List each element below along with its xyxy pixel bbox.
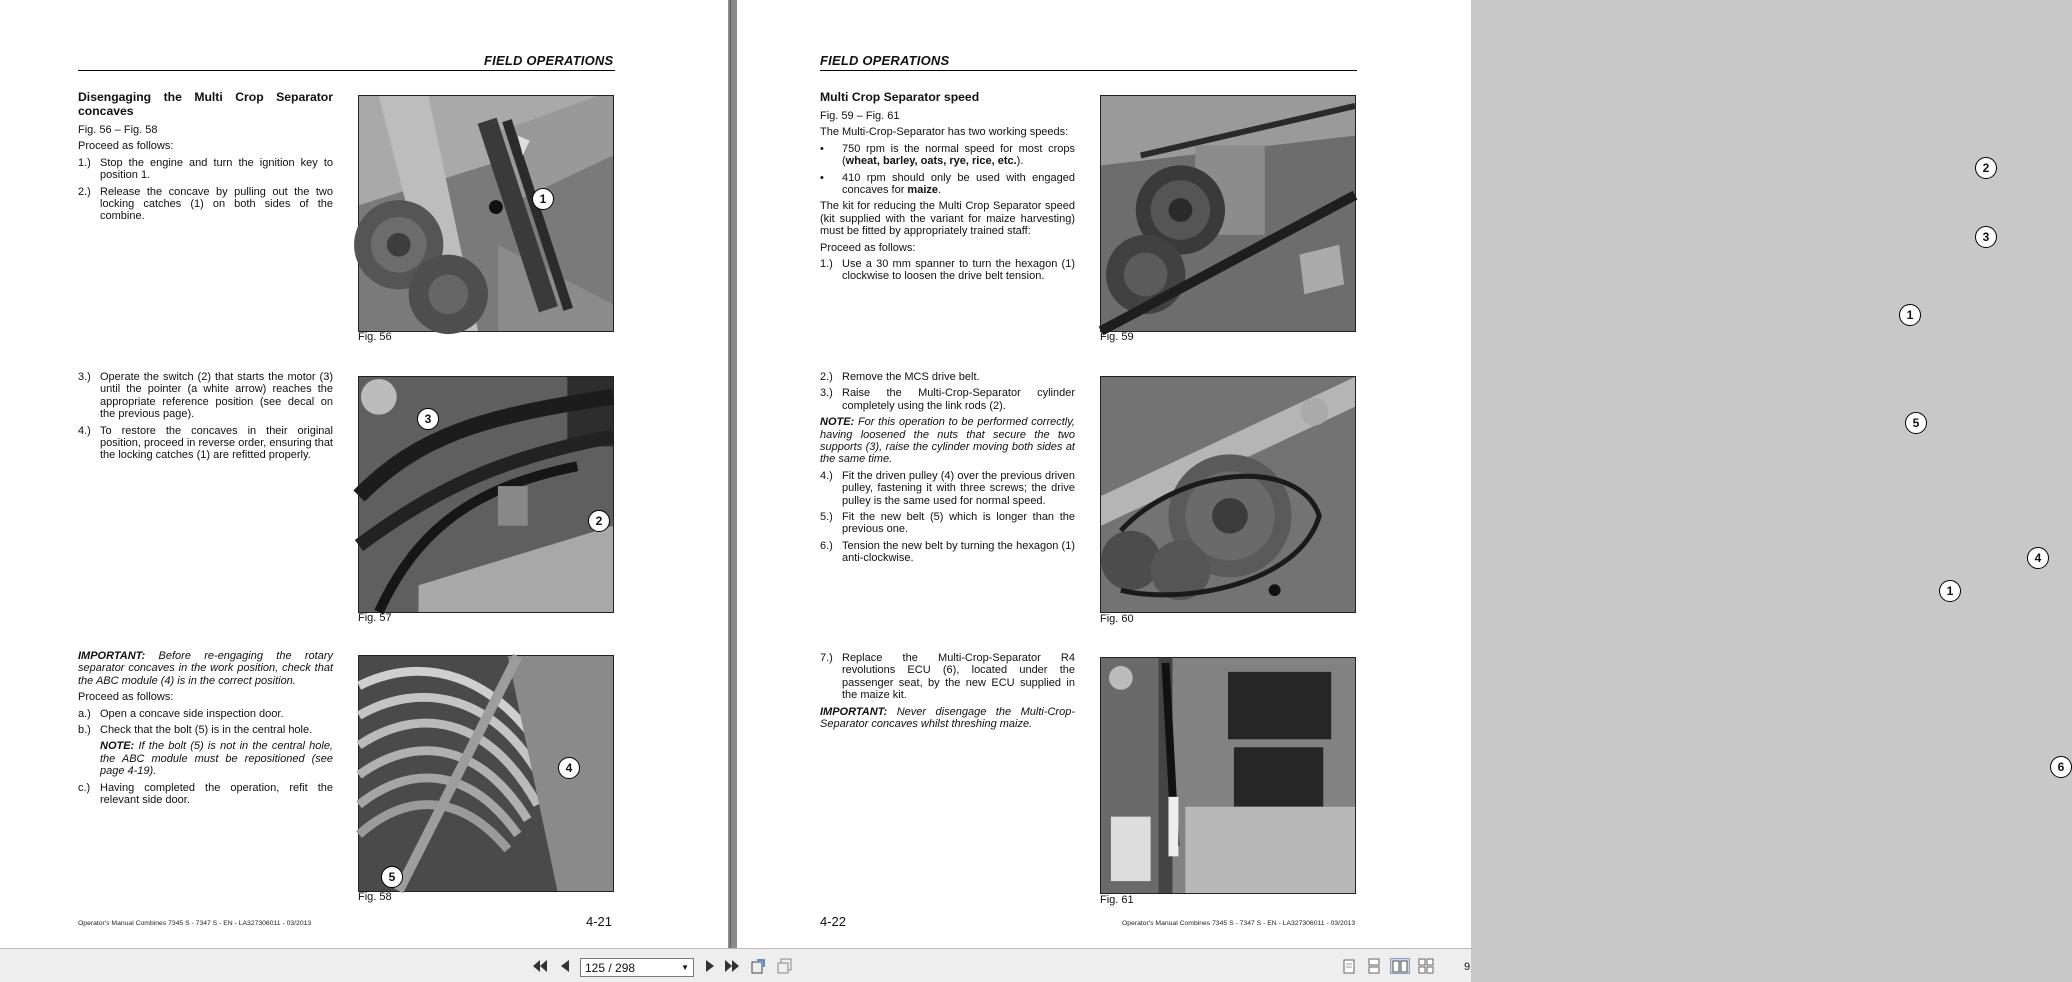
- page-header: FIELD OPERATIONS: [484, 53, 614, 68]
- figure-61-photo: [1100, 657, 1356, 894]
- footer-text: Operator's Manual Combines 7345 S - 7347 S - EN - LA327306011 - 03/2013: [78, 920, 312, 927]
- zoom-value[interactable]: 9: [1464, 961, 1471, 973]
- page-gutter: [728, 0, 737, 948]
- footer-text: Operator's Manual Combines 7345 S - 7347 S - EN - LA327306011 - 03/2013: [1122, 920, 1356, 927]
- callout-1: 1: [1899, 304, 1921, 326]
- section-motor: [78, 371, 333, 466]
- step-item: 1.) Stop the engine and turn the ignition key to position 1.: [78, 156, 333, 182]
- callout-3: 3: [1975, 226, 1997, 248]
- step-item: 2.) Release the concave by pulling out the two locking catches (1) on both sides of the combine.: [78, 185, 333, 223]
- step-item: 1.) Use a 30 mm spanner to turn the hexagon (1) clockwise to loosen the drive belt tension.: [820, 258, 1075, 283]
- single-page-icon[interactable]: [1341, 958, 1357, 974]
- rotate-icon[interactable]: [751, 958, 767, 974]
- section-title: Disengaging the Multi Crop Separator concaves: [78, 90, 333, 118]
- page-number-input[interactable]: 125 / 298 ▼: [580, 958, 694, 977]
- section-mcs-speed: [820, 90, 1075, 287]
- callout-4: 4: [558, 757, 580, 779]
- section-disengaging: [78, 90, 333, 227]
- header-rule: [78, 70, 615, 71]
- viewer-toolbar: [0, 948, 1471, 982]
- intro-text: The Multi-Crop-Separator has two working speeds:: [820, 126, 1069, 139]
- two-page-continuous-icon[interactable]: [1418, 958, 1434, 974]
- proceed-text: Proceed as follows:: [820, 241, 916, 254]
- fig-reference: Fig. 59 – Fig. 61: [820, 110, 900, 122]
- page-number: 4-22: [820, 914, 847, 929]
- step-item: 5.) Fit the new belt (5) which is longer than the previous one.: [820, 511, 1075, 536]
- figure-caption: Fig. 61: [1100, 894, 1134, 906]
- figure-caption: Fig. 58: [358, 891, 392, 903]
- figure-caption: Fig. 59: [1100, 331, 1134, 343]
- step-item: 3.) Raise the Multi-Crop-Separator cylinder completely using the link rods (2).: [820, 387, 1075, 412]
- callout-1: 1: [1939, 580, 1961, 602]
- step-item: 6.) Tension the new belt by turning the hexagon (1) anti-clockwise.: [820, 539, 1075, 565]
- section-important: [78, 650, 333, 810]
- callout-5: 5: [381, 866, 403, 888]
- intro-text: Proceed as follows:: [78, 691, 174, 704]
- callout-2: 2: [1975, 157, 1997, 179]
- last-page-icon[interactable]: [724, 958, 740, 974]
- intro-text: Proceed as follows:: [78, 140, 174, 153]
- bullet-item: • 750 rpm is the normal speed for most crops (wheat, barley, oats, rye, rice, etc.).: [820, 142, 1075, 168]
- step-item: 3.) Operate the switch (2) that starts the motor (3) until the pointer (a white arrow) reaches the appropriate reference position (see decal on the previous page).: [78, 371, 333, 421]
- important-note: IMPORTANT: Before re-engaging the rotary separator concaves in the work position, check that the ABC module (4) is in the correct position.: [78, 650, 333, 687]
- note-text: NOTE: If the bolt (5) is not in the central hole, the ABC module must be repositioned (see page 4-19).: [100, 740, 333, 778]
- bullet-item: • 410 rpm should only be used with engaged concaves for maize.: [820, 171, 1075, 197]
- figure-60-photo: [1100, 376, 1356, 613]
- note-text: NOTE: For this operation to be performed correctly, having loosened the nuts that secure the two supports (3), raise the cylinder moving both sides at the same time.: [820, 416, 1075, 466]
- callout-6: 6: [2050, 756, 2072, 778]
- first-page-icon[interactable]: [532, 958, 548, 974]
- step-item: a.) Open a concave side inspection door.: [78, 707, 284, 720]
- callout-4: 4: [2027, 547, 2049, 569]
- step-item: 7.) Replace the Multi-Crop-Separator R4 revolutions ECU (6), located under the passenger seat, by the new ECU supplied in the maize kit.: [820, 652, 1075, 702]
- page-header: FIELD OPERATIONS: [820, 53, 950, 68]
- callout-2: 2: [588, 510, 610, 532]
- page-4-22: [737, 0, 2065, 948]
- step-item: 2.) Remove the MCS drive belt.: [820, 371, 980, 383]
- section-ecu: [820, 652, 1075, 734]
- page-number: 4-21: [586, 914, 613, 929]
- step-item: c.) Having completed the operation, refit the relevant side door.: [78, 781, 333, 807]
- figure-caption: Fig. 60: [1100, 613, 1134, 625]
- chevron-down-icon[interactable]: ▼: [681, 963, 689, 972]
- next-page-icon[interactable]: [702, 958, 718, 974]
- previous-page-icon[interactable]: [557, 958, 573, 974]
- page-4-21: [0, 0, 728, 948]
- kit-text: The kit for reducing the Multi Crop Separator speed (kit supplied with the variant for maize harvesting) must be fitted by appropriately trained staff:: [820, 200, 1075, 238]
- figure-caption: Fig. 57: [358, 612, 392, 624]
- continuous-icon[interactable]: [1366, 958, 1382, 974]
- important-note: IMPORTANT: Never disengage the Multi-Crop-Separator concaves whilst threshing maize.: [820, 705, 1075, 731]
- fig-reference: Fig. 56 – Fig. 58: [78, 124, 158, 136]
- callout-1: 1: [532, 188, 554, 210]
- step-item: 4.) To restore the concaves in their original position, proceed in reverse order, ensuring that the locking catches (1) are refitted properly.: [78, 424, 333, 462]
- callout-5: 5: [1905, 412, 1927, 434]
- header-rule: [820, 70, 1357, 71]
- section-belt: [820, 371, 1075, 569]
- callout-3: 3: [417, 408, 439, 430]
- step-item: b.) Check that the bolt (5) is in the central hole.: [78, 724, 313, 737]
- figure-56-photo: [358, 95, 614, 332]
- fit-page-icon[interactable]: [777, 958, 793, 974]
- step-item: 4.) Fit the driven pulley (4) over the previous driven pulley, fastening it with three screws; the drive pulley is the same used for normal speed.: [820, 469, 1075, 507]
- section-title: Multi Crop Separator speed: [820, 90, 980, 104]
- two-page-icon[interactable]: [1390, 958, 1410, 974]
- figure-59-photo: [1100, 95, 1356, 332]
- figure-57-photo: [358, 376, 614, 613]
- figure-caption: Fig. 56: [358, 331, 392, 343]
